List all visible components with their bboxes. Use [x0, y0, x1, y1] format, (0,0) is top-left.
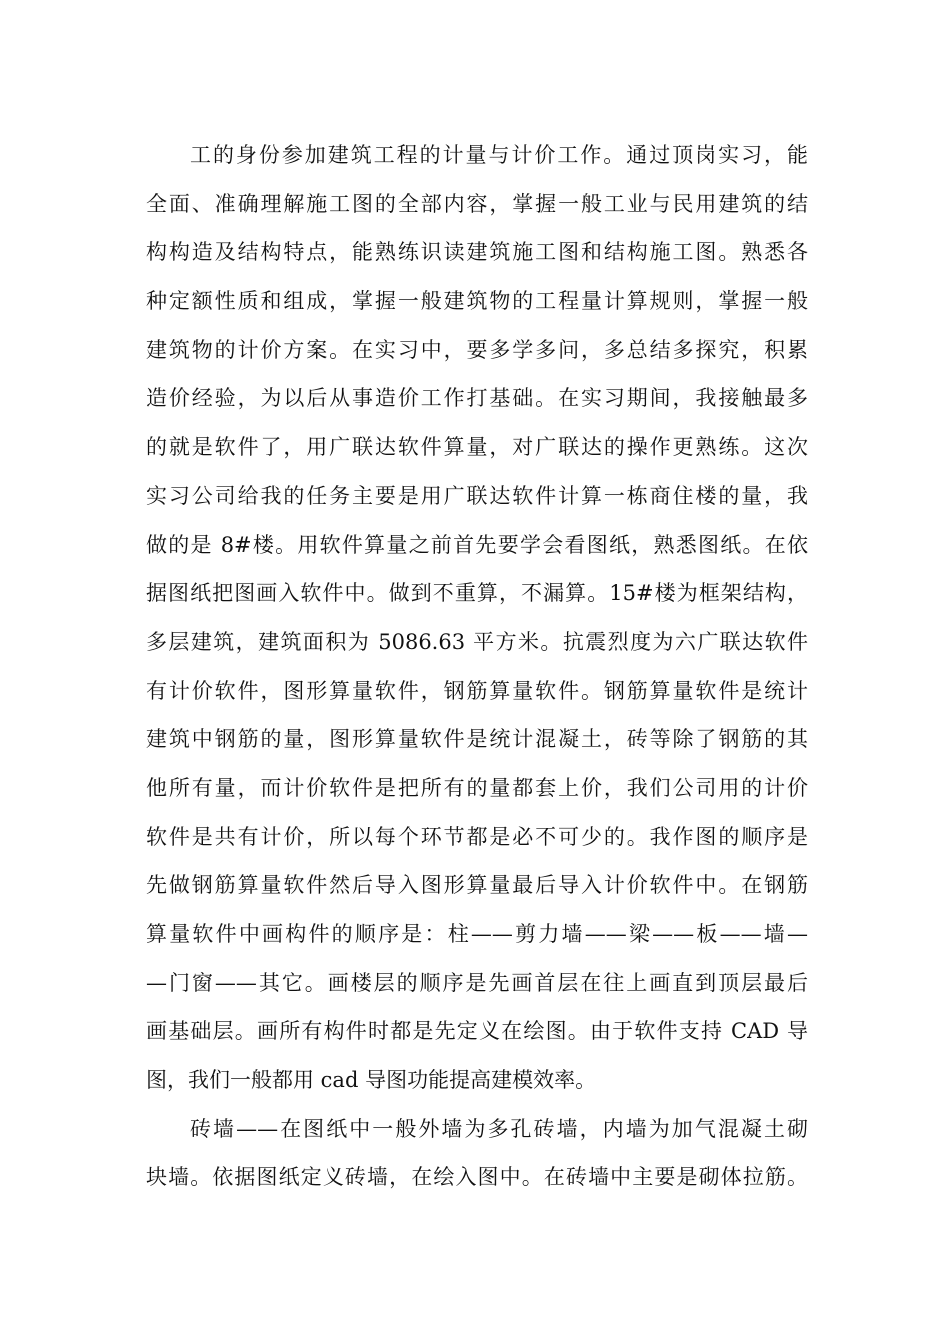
- text-line: 据图纸把图画入软件中。做到不重算，不漏算。15#楼为框架结构，: [146, 581, 808, 606]
- text-line: 构构造及结构特点，能熟练识读建筑施工图和结构施工图。熟悉各: [146, 240, 808, 265]
- text-line: 先做钢筋算量软件然后导入图形算量最后导入计价软件中。在钢筋: [146, 873, 808, 898]
- text-line: 算量软件中画构件的顺序是：柱——剪力墙——梁——板——墙—: [146, 922, 808, 946]
- text-line: 块墙。依据图纸定义砖墙，在绘入图中。在砖墙中主要是砌体拉筋。: [146, 1165, 808, 1190]
- text-line: 建筑中钢筋的量，图形算量软件是统计混凝土，砖等除了钢筋的其: [146, 727, 808, 752]
- text-line: 图，我们一般都用 cad 导图功能提高建模效率。: [146, 1068, 597, 1093]
- text-line: 他所有量，而计价软件是把所有的量都套上价，我们公司用的计价: [146, 775, 808, 800]
- text-line: 多层建筑，建筑面积为 5086.63 平方米。抗震烈度为六广联达软件: [146, 629, 808, 654]
- text-line: —门窗——其它。画楼层的顺序是先画首层在往上画直到顶层最后: [146, 970, 808, 995]
- text-line: 做的是 8#楼。用软件算量之前首先要学会看图纸，熟悉图纸。在依: [146, 532, 808, 557]
- text-line: 工的身份参加建筑工程的计量与计价工作。通过顶岗实习，能: [190, 143, 808, 167]
- text-line: 全面、准确理解施工图的全部内容，掌握一般工业与民用建筑的结: [146, 191, 808, 216]
- text-line: 造价经验，为以后从事造价工作打基础。在实习期间，我接触最多: [146, 386, 808, 411]
- body-text: [146, 131, 808, 1202]
- text-line: 的就是软件了，用广联达软件算量，对广联达的操作更熟练。这次: [146, 435, 808, 460]
- text-line: 软件是共有计价，所以每个环节都是必不可少的。我作图的顺序是: [146, 824, 808, 849]
- text-line: 建筑物的计价方案。在实习中，要多学多问，多总结多探究，积累: [146, 337, 808, 362]
- text-line: 画基础层。画所有构件时都是先定义在绘图。由于软件支持 CAD 导: [146, 1019, 808, 1044]
- text-line: 实习公司给我的任务主要是用广联达软件计算一栋商住楼的量，我: [146, 483, 808, 508]
- paragraph-1: [146, 131, 808, 1105]
- text-line: 有计价软件，图形算量软件，钢筋算量软件。钢筋算量软件是统计: [146, 678, 808, 703]
- text-line: 种定额性质和组成，掌握一般建筑物的工程量计算规则，掌握一般: [146, 289, 808, 314]
- text-line: 砖墙——在图纸中一般外墙为多孔砖墙，内墙为加气混凝土砌: [190, 1116, 808, 1141]
- paragraph-2: [146, 1105, 808, 1202]
